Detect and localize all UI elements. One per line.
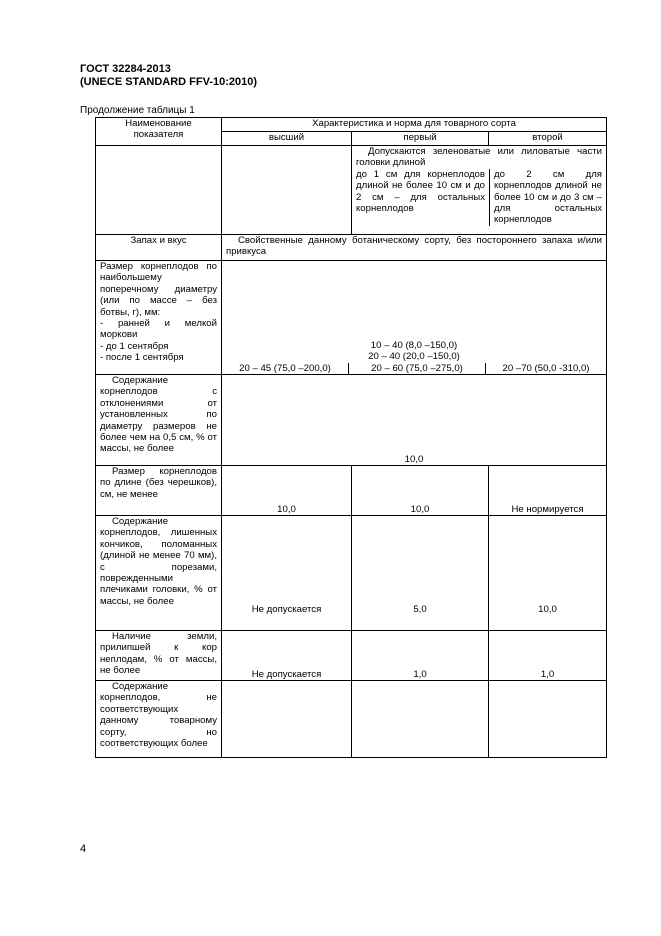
standard-ref: (UNECE STANDARD FFV-10:2010) [80, 76, 258, 88]
r8-name: Содержание корнеплодов, не соответствующих данному товарному сорту, но соответствующих более [96, 681, 222, 758]
table-continuation-label: Продолжение таблицы 1 [80, 105, 195, 116]
standard-number: ГОСТ 32284-2013 [80, 63, 171, 75]
r7-first: 1,0 [352, 631, 489, 681]
r5-top: 10,0 [222, 466, 352, 516]
table-row [96, 631, 607, 681]
header-indicator-name: Наименование показателя [96, 118, 222, 146]
header-grade-first: первый [352, 132, 489, 146]
r6-first: 5,0 [352, 516, 489, 631]
r3-name-b: - ранней и мелкой моркови [100, 318, 217, 341]
r5-second: Не нормируется [489, 466, 607, 516]
document-header [80, 63, 257, 89]
r6-second: 10,0 [489, 516, 607, 631]
r3-name-c: - до 1 сентября [100, 340, 169, 352]
r7-second: 1,0 [489, 631, 607, 681]
r5-first: 10,0 [352, 466, 489, 516]
r6-name: Содержание корнеплодов, лишенных кончиков, поломанных (длиной не менее 70 мм), с порезами, поврежденными плечиками головки, % от массы, не более [96, 516, 222, 631]
header-grade-top: высший [222, 132, 352, 146]
r1-second-text: до 2 см для корнеплодов длиной не более 10 см и до 3 см – для остальных корнеплодов [494, 168, 603, 226]
table-row [96, 261, 607, 375]
r2-name: Запах и вкус [96, 235, 222, 261]
r1-span-text: Допускаются зеленоватые или лиловатые части головки длиной [356, 146, 603, 169]
r4-value: 10,0 [222, 375, 607, 466]
r7-top: Не допускается [222, 631, 352, 681]
quality-table [95, 117, 607, 758]
table-row [96, 375, 607, 466]
header-grade-group: Характеристика и норма для товарного сорта [222, 118, 607, 132]
r3-after-first: 20 – 60 (75,0 –275,0) [349, 363, 486, 374]
table-row [96, 146, 607, 235]
r1-first-text: до 1 см для корнеплодов длиной не более 10 см и до 2 см – для остальных корнеплодов [352, 169, 490, 226]
r6-top: Не допускается [222, 516, 352, 631]
r3-name-a: Размер корнеплодов по наибольшему поперечному диаметру (или по массе – без ботвы, г), мм: [100, 261, 217, 318]
table-row [96, 681, 607, 758]
table-row [96, 466, 607, 516]
r5-name: Размер корнеплодов по длине (без черешков), см, не менее [96, 466, 222, 516]
table-row [96, 516, 607, 631]
r3-name-d: - после 1 сентября [100, 352, 184, 364]
table-row [96, 235, 607, 261]
page-number: 4 [80, 843, 87, 855]
r4-name: Содержание корнеплодов с отклонениями от установленных по диаметру размеров не более чем на 0,5 см, % от массы, не более [96, 375, 222, 466]
r2-value: Свойственные данному ботаническому сорту, без постороннего запаха и/или привкуса [222, 235, 607, 261]
header-grade-second: второй [489, 132, 607, 146]
r3-after-top: 20 – 45 (75,0 –200,0) [222, 363, 349, 374]
r3-before: 20 – 40 (20,0 –150,0) [368, 351, 460, 363]
r7-name: Наличие земли, прилипшей к кор неплодам, % от массы, не более [96, 631, 222, 681]
r3-after-second: 20 –70 (50,0 -310,0) [502, 362, 590, 374]
r3-early: 10 – 40 (8,0 –150,0) [370, 339, 458, 351]
